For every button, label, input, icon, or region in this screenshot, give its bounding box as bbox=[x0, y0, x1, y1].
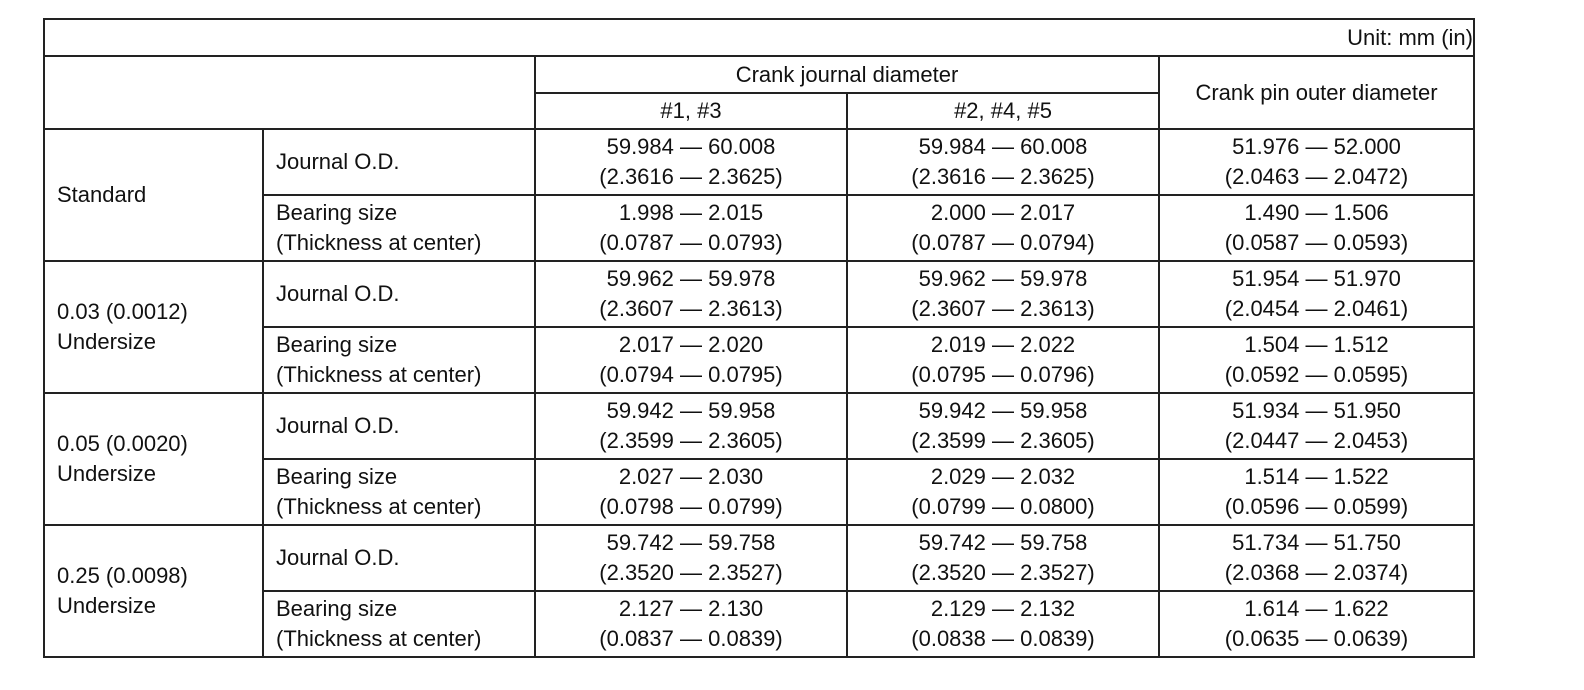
item-label-cell bbox=[263, 393, 535, 459]
cell-line: 0.25 (0.0098) bbox=[57, 563, 188, 588]
cell-line: (0.0787 — 0.0794) bbox=[911, 230, 1095, 255]
crankshaft-spec-table bbox=[43, 18, 1475, 658]
header-journal-diameter: Crank journal diameter bbox=[535, 56, 1159, 93]
cell-line: (0.0837 — 0.0839) bbox=[599, 626, 783, 651]
journal-1-3-cell bbox=[535, 393, 847, 459]
cell-line: (2.3599 — 2.3605) bbox=[599, 428, 783, 453]
header-journal-2-4-5: #2, #4, #5 bbox=[847, 93, 1159, 129]
group-label-cell bbox=[44, 261, 263, 393]
cell-line: 2.029 — 2.032 bbox=[930, 464, 1076, 489]
unit-row bbox=[44, 19, 1474, 56]
pin-diameter-cell bbox=[1159, 129, 1474, 195]
table-row bbox=[44, 129, 1474, 195]
cell-line: 2.000 — 2.017 bbox=[930, 200, 1076, 225]
journal-1-3-cell bbox=[535, 261, 847, 327]
cell-line: 59.984 — 60.008 bbox=[918, 134, 1088, 159]
cell-line: 0.05 (0.0020) bbox=[57, 431, 188, 456]
cell-line: Undersize bbox=[57, 593, 157, 618]
cell-line: 59.942 — 59.958 bbox=[606, 398, 776, 423]
cell-line: (2.3616 — 2.3625) bbox=[911, 164, 1095, 189]
cell-line: (2.3599 — 2.3605) bbox=[911, 428, 1095, 453]
item-label-cell bbox=[263, 459, 535, 525]
pin-diameter-cell bbox=[1159, 393, 1474, 459]
table-row bbox=[44, 261, 1474, 327]
pin-diameter-cell bbox=[1159, 195, 1474, 261]
cell-line: 2.019 — 2.022 bbox=[930, 332, 1076, 357]
journal-2-4-5-cell bbox=[847, 327, 1159, 393]
cell-line: (0.0799 — 0.0800) bbox=[911, 494, 1095, 519]
cell-line: 1.490 — 1.506 bbox=[1244, 200, 1389, 225]
journal-2-4-5-cell bbox=[847, 195, 1159, 261]
cell-line: 2.129 — 2.132 bbox=[930, 596, 1076, 621]
cell-line: Bearing size bbox=[276, 332, 398, 357]
cell-line: 2.027 — 2.030 bbox=[618, 464, 764, 489]
header-row bbox=[44, 56, 1474, 93]
group-label-cell bbox=[44, 525, 263, 657]
header-blank-cell bbox=[44, 56, 535, 129]
cell-line: (0.0592 — 0.0595) bbox=[1224, 362, 1409, 387]
journal-1-3-cell bbox=[535, 195, 847, 261]
cell-line: 1.514 — 1.522 bbox=[1244, 464, 1389, 489]
pin-diameter-cell bbox=[1159, 327, 1474, 393]
cell-line: (Thickness at center) bbox=[276, 626, 482, 651]
pin-diameter-cell bbox=[1159, 591, 1474, 657]
cell-line: (2.3616 — 2.3625) bbox=[599, 164, 783, 189]
journal-1-3-cell bbox=[535, 525, 847, 591]
cell-line: Journal O.D. bbox=[276, 545, 400, 570]
cell-line: (2.3607 — 2.3613) bbox=[599, 296, 783, 321]
journal-1-3-cell bbox=[535, 129, 847, 195]
journal-2-4-5-cell bbox=[847, 393, 1159, 459]
cell-line: 59.962 — 59.978 bbox=[606, 266, 776, 291]
cell-line: 0.03 (0.0012) bbox=[57, 299, 188, 324]
cell-line: Undersize bbox=[57, 329, 157, 354]
cell-line: Journal O.D. bbox=[276, 413, 400, 438]
journal-2-4-5-cell bbox=[847, 459, 1159, 525]
cell-line: 59.942 — 59.958 bbox=[918, 398, 1088, 423]
cell-line: (Thickness at center) bbox=[276, 362, 482, 387]
cell-line: 2.127 — 2.130 bbox=[618, 596, 764, 621]
cell-line: 51.954 — 51.970 bbox=[1232, 266, 1401, 291]
cell-line: 51.976 — 52.000 bbox=[1232, 134, 1401, 159]
journal-1-3-cell bbox=[535, 459, 847, 525]
group-label-cell bbox=[44, 393, 263, 525]
cell-line: (0.0787 — 0.0793) bbox=[599, 230, 783, 255]
cell-line: (2.0368 — 2.0374) bbox=[1224, 560, 1409, 585]
cell-line: 59.742 — 59.758 bbox=[606, 530, 776, 555]
journal-2-4-5-cell bbox=[847, 129, 1159, 195]
cell-line: Standard bbox=[57, 182, 147, 207]
cell-line: (0.0795 — 0.0796) bbox=[911, 362, 1095, 387]
journal-1-3-cell bbox=[535, 327, 847, 393]
cell-line: 2.017 — 2.020 bbox=[618, 332, 764, 357]
cell-line: (Thickness at center) bbox=[276, 494, 482, 519]
cell-line: Bearing size bbox=[276, 200, 398, 225]
journal-1-3-cell bbox=[535, 591, 847, 657]
table-row bbox=[44, 393, 1474, 459]
cell-line: (0.0587 — 0.0593) bbox=[1224, 230, 1409, 255]
cell-line: 59.962 — 59.978 bbox=[918, 266, 1088, 291]
cell-line: (0.0838 — 0.0839) bbox=[911, 626, 1095, 651]
item-label-cell bbox=[263, 195, 535, 261]
item-label-cell bbox=[263, 591, 535, 657]
item-label-cell bbox=[263, 261, 535, 327]
unit-label: Unit: mm (in) bbox=[44, 19, 1474, 56]
group-label-cell bbox=[44, 129, 263, 261]
cell-line: Undersize bbox=[57, 461, 157, 486]
item-label-cell bbox=[263, 129, 535, 195]
header-journal-1-3: #1, #3 bbox=[535, 93, 847, 129]
header-pin-outer-diameter: Crank pin outer diameter bbox=[1159, 56, 1474, 129]
cell-line: 51.734 — 51.750 bbox=[1232, 530, 1401, 555]
cell-line: (2.0447 — 2.0453) bbox=[1224, 428, 1409, 453]
item-label-cell bbox=[263, 525, 535, 591]
cell-line: 59.984 — 60.008 bbox=[606, 134, 776, 159]
cell-line: (0.0596 — 0.0599) bbox=[1224, 494, 1409, 519]
cell-line: Journal O.D. bbox=[276, 281, 400, 306]
cell-line: (0.0798 — 0.0799) bbox=[599, 494, 783, 519]
cell-line: 1.504 — 1.512 bbox=[1244, 332, 1389, 357]
cell-line: 59.742 — 59.758 bbox=[918, 530, 1088, 555]
pin-diameter-cell bbox=[1159, 525, 1474, 591]
cell-line: 1.614 — 1.622 bbox=[1244, 596, 1389, 621]
cell-line: 1.998 — 2.015 bbox=[618, 200, 764, 225]
journal-2-4-5-cell bbox=[847, 591, 1159, 657]
cell-line: (0.0794 — 0.0795) bbox=[599, 362, 783, 387]
journal-2-4-5-cell bbox=[847, 525, 1159, 591]
pin-diameter-cell bbox=[1159, 459, 1474, 525]
cell-line: Bearing size bbox=[276, 464, 398, 489]
cell-line: (0.0635 — 0.0639) bbox=[1224, 626, 1409, 651]
table-row bbox=[44, 525, 1474, 591]
cell-line: (2.0463 — 2.0472) bbox=[1224, 164, 1409, 189]
cell-line: 51.934 — 51.950 bbox=[1232, 398, 1401, 423]
cell-line: Bearing size bbox=[276, 596, 398, 621]
cell-line: (2.3607 — 2.3613) bbox=[911, 296, 1095, 321]
cell-line: (2.0454 — 2.0461) bbox=[1224, 296, 1409, 321]
journal-2-4-5-cell bbox=[847, 261, 1159, 327]
cell-line: (2.3520 — 2.3527) bbox=[911, 560, 1095, 585]
pin-diameter-cell bbox=[1159, 261, 1474, 327]
item-label-cell bbox=[263, 327, 535, 393]
cell-line: (Thickness at center) bbox=[276, 230, 482, 255]
cell-line: Journal O.D. bbox=[276, 149, 400, 174]
cell-line: (2.3520 — 2.3527) bbox=[599, 560, 783, 585]
